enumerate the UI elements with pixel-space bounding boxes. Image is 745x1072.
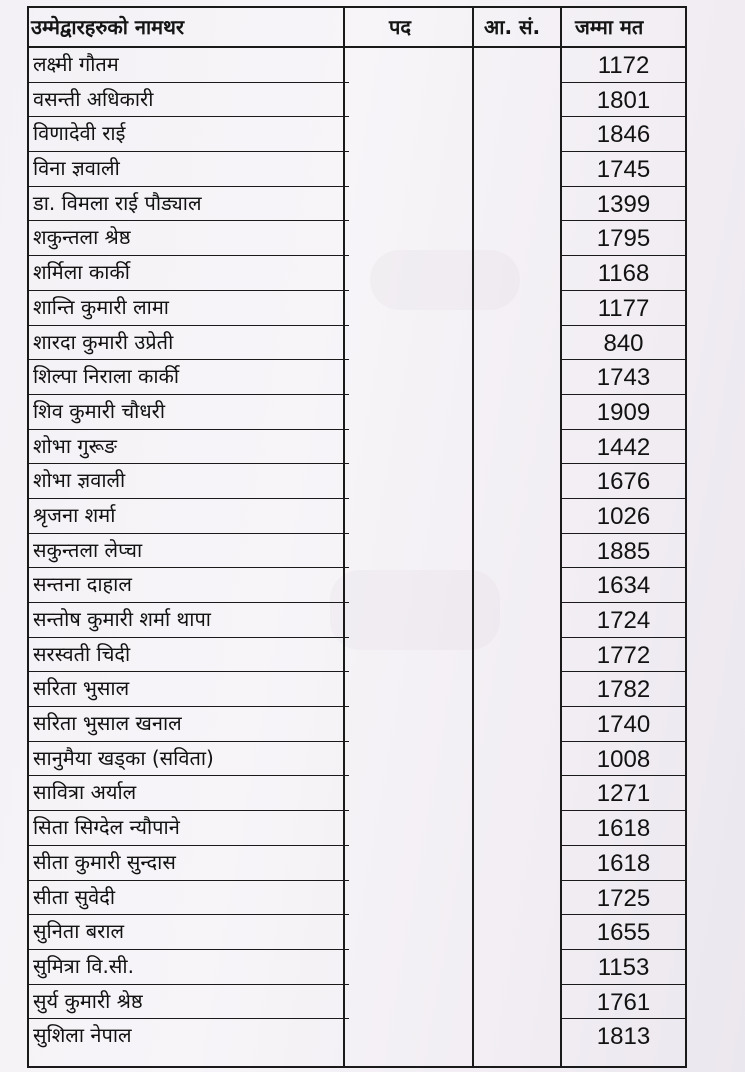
vote-count: 1772 [562,638,685,673]
candidate-name: वसन्ती अधिकारी [29,83,349,118]
vote-count: 1618 [562,811,685,846]
vote-count: 1168 [562,256,685,291]
table-row [29,152,685,187]
header-seat: आ. सं. [484,15,541,39]
table-row [29,395,685,430]
candidate-name: सन्तना दाहाल [29,568,349,603]
candidate-name: विणादेवी राई [29,117,349,152]
candidate-name: डा. विमला राई पौड्याल [29,187,349,222]
table-row [29,430,685,465]
candidate-name: शकुन्तला श्रेष्ठ [29,221,349,256]
vote-count: 1801 [562,83,685,118]
vote-count: 1846 [562,117,685,152]
vote-count: 1761 [562,985,685,1020]
candidate-name: श्रृजना शर्मा [29,499,349,534]
candidate-name: शिल्पा निराला कार्की [29,360,349,395]
candidate-name: सीता कुमारी सुन्दास [29,846,349,881]
vote-count: 1885 [562,534,685,569]
header-name: उम्मेद्वारहरुको नामथर [31,15,185,39]
header-votes: जम्मा मत [575,15,644,39]
vote-count: 840 [562,326,685,361]
header-post: पद [389,15,411,39]
table-row [29,915,685,950]
table-row [29,707,685,742]
vote-count: 1676 [562,464,685,499]
table-header [29,8,685,48]
candidate-name: सुनिता बराल [29,915,349,950]
table-row [29,464,685,499]
vote-count: 1177 [562,291,685,326]
table-row [29,846,685,881]
table-row [29,83,685,118]
candidate-name: शान्ति कुमारी लामा [29,291,349,326]
vote-count: 1740 [562,707,685,742]
vote-count: 1618 [562,846,685,881]
candidate-name: सानुमैया खड्का (सविता) [29,742,349,777]
vote-count: 1442 [562,430,685,465]
table-row [29,187,685,222]
table-body [29,48,685,1054]
table-row [29,360,685,395]
table-row [29,742,685,777]
candidate-name: सरस्वती चिदी [29,638,349,673]
results-table [27,6,687,1068]
vote-count: 1172 [562,48,685,83]
table-row [29,672,685,707]
table-row [29,638,685,673]
candidate-name: सुशिला नेपाल [33,1023,132,1048]
candidate-name: सन्तोष कुमारी शर्मा थापा [29,603,349,638]
candidate-name: शारदा कुमारी उप्रेती [29,326,349,361]
candidate-name: सुमित्रा वि.सी. [29,950,349,985]
candidate-name: विना ज्ञवाली [29,152,349,187]
vote-count: 1008 [562,742,685,777]
vote-count: 1795 [562,221,685,256]
vote-count: 1026 [562,499,685,534]
vote-count: 1399 [562,187,685,222]
vote-count: 1745 [562,152,685,187]
vote-count: 1743 [562,360,685,395]
table-row [29,291,685,326]
candidate-name: शोभा गुरूङ [29,430,349,465]
candidate-name: शिव कुमारी चौधरी [29,395,349,430]
vote-count: 1634 [562,568,685,603]
table-row [29,881,685,916]
table-row [29,221,685,256]
table-row [29,776,685,811]
table-row [29,534,685,569]
table-row [29,603,685,638]
table-row [29,326,685,361]
table-row [29,568,685,603]
candidate-name: लक्ष्मी गौतम [29,48,349,83]
table-row [29,117,685,152]
candidate-name: सीता सुवेदी [29,881,349,916]
candidate-name: शोभा ज्ञवाली [29,464,349,499]
candidate-name: शर्मिला कार्की [29,256,349,291]
table-row [29,499,685,534]
vote-count: 1782 [562,672,685,707]
vote-count: 1153 [562,950,685,985]
table-row [29,48,685,83]
table-row [29,950,685,985]
table-row [29,256,685,291]
vote-count: 1909 [562,395,685,430]
vote-count: 1813 [596,1023,651,1051]
vote-count: 1725 [562,881,685,916]
candidate-name: सावित्रा अर्याल [29,776,349,811]
vote-count: 1724 [562,603,685,638]
table-row [29,985,685,1020]
candidate-name: सरिता भुसाल खनाल [29,707,349,742]
table-row [29,811,685,846]
table-row [29,1019,685,1054]
candidate-name: सरिता भुसाल [29,672,349,707]
candidate-name: सिता सिग्देल न्यौपाने [29,811,349,846]
candidate-name: सकुन्तला लेप्चा [29,534,349,569]
candidate-name: सुर्य कुमारी श्रेष्ठ [29,985,349,1020]
vote-count: 1655 [562,915,685,950]
vote-count: 1271 [562,776,685,811]
